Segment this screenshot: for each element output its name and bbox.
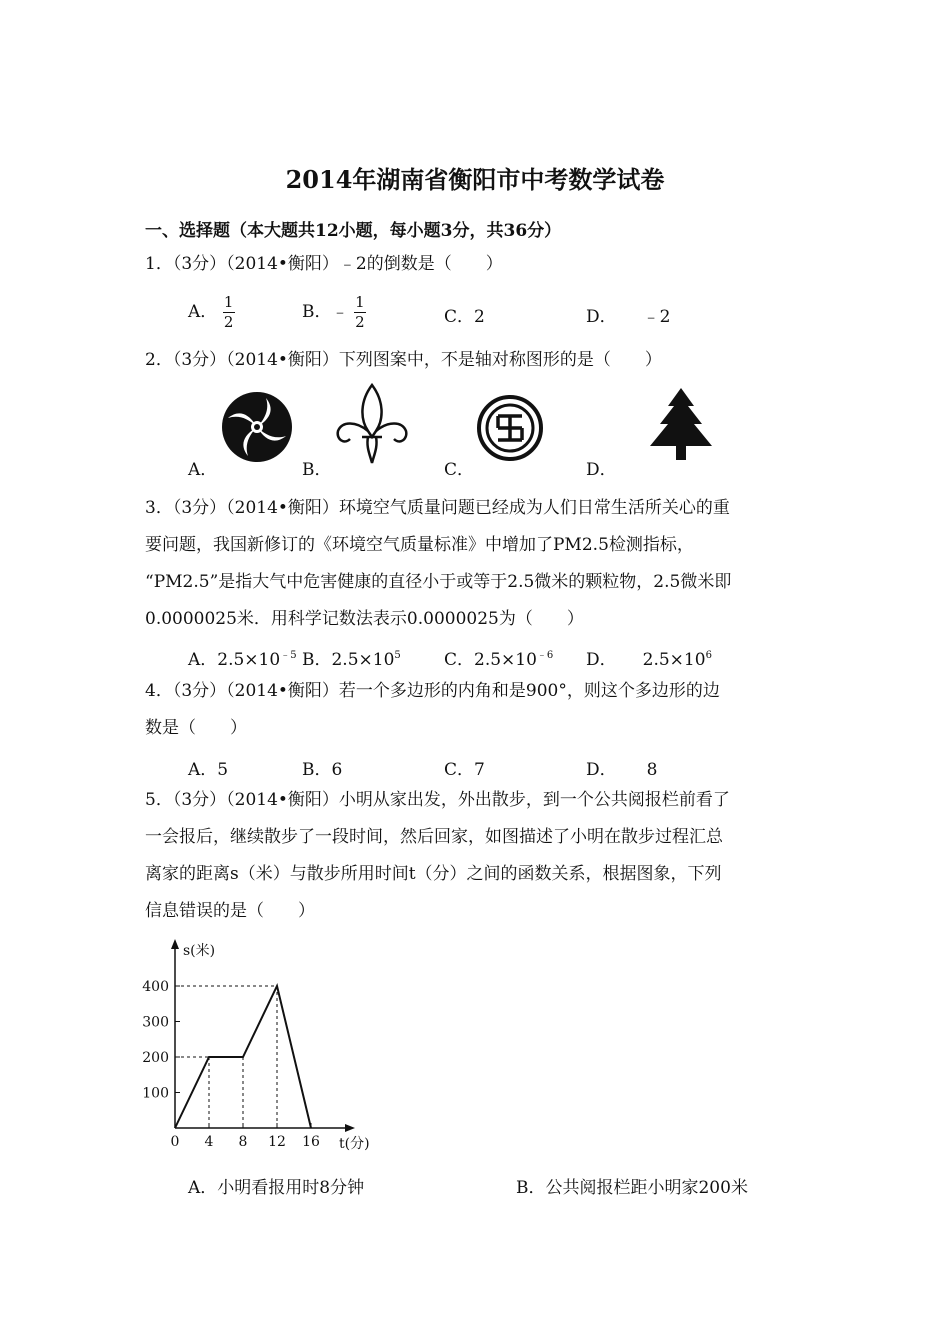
x-tick-label: 4 (204, 1134, 214, 1150)
x-axis-arrow (345, 1124, 355, 1132)
q3-option-d-label: D． (586, 650, 617, 670)
question-5-line-3: 离家的距离s（米）与散步所用时间t（分）之间的函数关系，根据图象，下列 (145, 864, 722, 884)
q1-option-c: C．2 (444, 307, 485, 327)
q2-option-a: A． (188, 460, 218, 480)
q1-option-b-fraction (354, 294, 366, 331)
minus-sign: ﹣ (331, 302, 349, 322)
section-heading: 一、选择题（本大题共12小题，每小题3分，共36分） (145, 221, 562, 241)
q1-option-b-label: B． (302, 302, 332, 322)
page-title: 2014年湖南省衡阳市中考数学试卷 (285, 165, 665, 194)
question-2: 2．（3分）（2014•衡阳）下列图案中，不是轴对称图形的是（ ） (145, 350, 662, 370)
q4-option-d-label: D． (586, 760, 617, 780)
q3-option-b-exponent: 5 (394, 650, 401, 661)
q5-option-a: A．小明看报用时8分钟 (188, 1178, 365, 1198)
distance-time-graph (135, 935, 385, 1160)
denominator: 2 (355, 313, 365, 331)
numerator: 1 (355, 293, 365, 311)
q4-option-c: C．7 (444, 760, 485, 780)
q3-option-a-base: A．2.5×10 (188, 650, 281, 670)
question-3-line-3: “PM2.5”是指大气中危害健康的直径小于或等于2.5微米的颗粒物，2.5微米即 (145, 572, 732, 592)
x-axis-label: t(分) (339, 1136, 370, 1152)
fleur-de-lis-figure (332, 383, 412, 465)
q1-option-d (586, 302, 670, 327)
q2-option-d: D． (586, 460, 617, 480)
x-tick-label: 12 (268, 1134, 286, 1150)
q1-option-b (302, 294, 366, 331)
q4-option-d (586, 755, 657, 780)
question-5-line-2: 一会报后，继续散步了一段时间，然后回家，如图描述了小明在散步过程汇总 (145, 827, 723, 847)
q3-option-b (302, 645, 401, 670)
question-3-line-1: 3．（3分）（2014•衡阳）环境空气质量问题已经成为人们日常生活所关心的重 (145, 498, 730, 518)
question-5-line-1: 5．（3分）（2014•衡阳）小明从家出发，外出散步，到一个公共阅报栏前看了 (145, 790, 730, 810)
question-4-line-1: 4．（3分）（2014•衡阳）若一个多边形的内角和是900°，则这个多边形的边 (145, 681, 720, 701)
q3-option-c-exponent: ﹣6 (536, 650, 554, 661)
y-axis-arrow (171, 939, 179, 949)
denominator: 2 (223, 313, 234, 331)
circle-symbol-figure (476, 394, 544, 462)
pine-tree-figure (646, 386, 716, 462)
q1-option-a (188, 294, 235, 331)
q3-option-a-exponent: ﹣5 (280, 650, 297, 661)
q3-option-d (586, 645, 712, 670)
y-tick-label: 200 (142, 1050, 169, 1066)
question-1: 1．（3分）（2014•衡阳）﹣2的倒数是（ ） (145, 254, 503, 274)
q3-option-d-base: 2.5×10 (642, 650, 706, 670)
x-tick-label: 8 (238, 1134, 248, 1150)
y-tick-label: 400 (142, 979, 169, 995)
question-3-line-4: 0.0000025米．用科学记数法表示0.0000025为（ ） (145, 609, 584, 629)
q4-option-d-value: 8 (646, 760, 658, 780)
question-5-line-4: 信息错误的是（ ） (145, 901, 315, 921)
q2-option-b: B． (302, 460, 332, 480)
q1-option-d-label: D． (586, 307, 617, 327)
question-3-line-2: 要问题，我国新修订的《环境空气质量标准》中增加了PM2.5检测指标， (145, 535, 694, 555)
q3-option-a (188, 645, 297, 670)
y-tick-label: 300 (142, 1014, 169, 1031)
q3-option-c (444, 645, 553, 670)
q4-option-a: A．5 (188, 760, 229, 780)
y-tick-label: 100 (142, 1085, 169, 1102)
question-4-line-2: 数是（ ） (145, 718, 247, 738)
q4-option-b: B．6 (302, 760, 343, 780)
q1-option-d-value: ﹣2 (642, 307, 671, 327)
q3-option-b-base: B．2.5×10 (302, 650, 395, 670)
q5-option-b: B．公共阅报栏距小明家200米 (516, 1178, 748, 1198)
q3-option-d-exponent: 6 (705, 650, 712, 661)
q3-option-c-base: C．2.5×10 (444, 650, 537, 670)
x-tick-label: 0 (170, 1134, 180, 1150)
q1-option-a-label: A． (188, 302, 218, 322)
numerator: 1 (223, 293, 234, 311)
pinwheel-figure (220, 390, 295, 465)
q1-option-a-fraction (223, 294, 235, 331)
x-tick-label: 16 (302, 1134, 320, 1150)
q2-option-c: C． (444, 460, 475, 480)
y-axis-label: s(米) (183, 943, 216, 959)
